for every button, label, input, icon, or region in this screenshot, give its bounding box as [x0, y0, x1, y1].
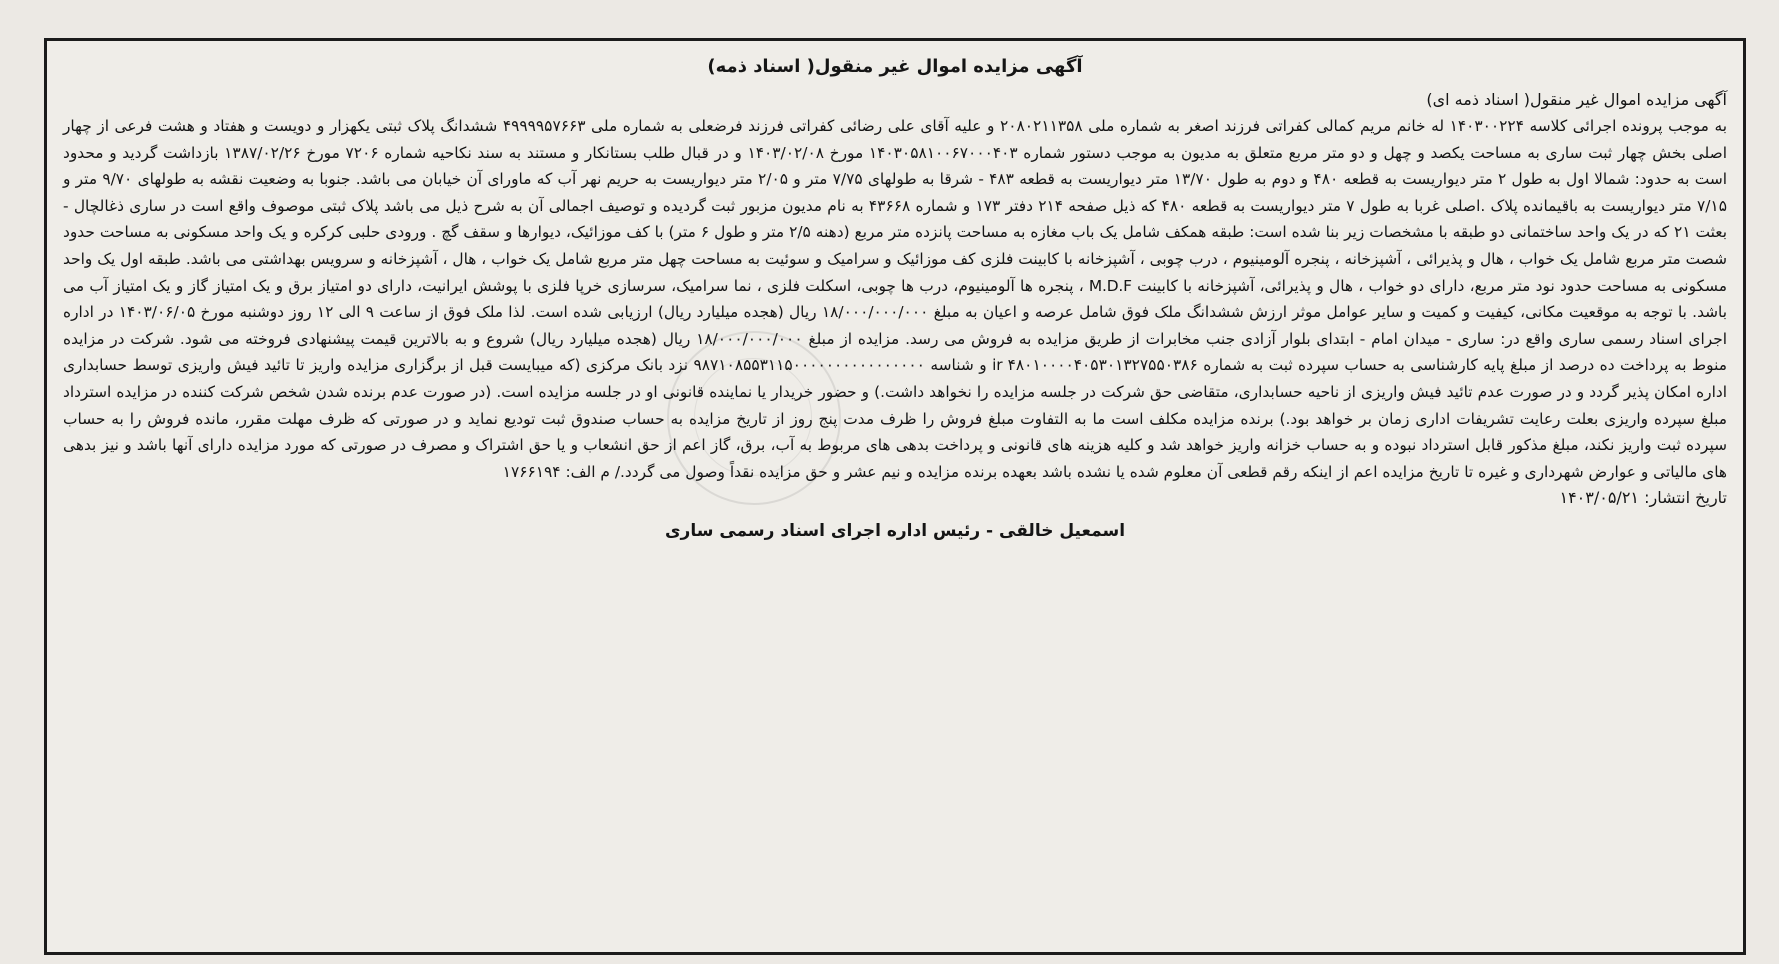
notice-body: [63, 113, 1727, 485]
notice-paragraph: به موجب پرونده اجرائی کلاسه ۱۴۰۳۰۰۲۲۴ له خانم مریم کمالی کفراتی فرزند اصغر به شماره ملی ۲۰۸۰۲۱۱۳۵۸ و علیه آقای علی رضائی کفراتی فرزند فرضعلی به شماره ملی ۴۹۹۹۹۵۷۶۶۳ ششدانگ پلاک ثبتی یکهزار و دویست و هفتاد و هشت فرعی از چهار اصلی بخش چهار ثبت ساری به مساحت یکصد و چهل و دو متر مربع متعلق به مدیون به موجب دستور شماره ۱۴۰۳۰۵۸۱۰۰۶۷۰۰۰۴۰۳ مورخ ۱۴۰۳/۰۲/۰۸ و در قبال طلب بستانکار و مستند به سند نکاحیه شماره ۷۲۰۶ مورخ ۱۳۸۷/۰۲/۲۶ بازداشت گردید و محدود است به حدود: شمالا اول به طول ۲ متر دیواریست به قطعه ۴۸۰ و دوم به طول ۱۳/۷۰ متر دیواریست به قطعه ۴۸۳ - شرقا به طولهای ۷/۷۵ متر و ۲/۰۵ متر دیواریست به حریم نهر آب که ماورای آن خیابان می باشد. جنوبا به وضعیت نقشه به طولهای ۹/۷۰ متر و ۷/۱۵ متر دیواریست به باقیمانده پلاک .اصلی غربا به طول ۷ متر دیواریست به قطعه ۴۸۰ که ذیل صفحه ۲۱۴ دفتر ۱۷۳ و شماره ۴۳۶۶۸ به نام مدیون مزبور ثبت گردیده و توصیف اجمالی آن به شرح ذیل می باشد پلاک ثبتی موصوف واقع است در ساری ذغالچال - بعثت ۲۱ که در یک واحد ساختمانی دو طبقه با مشخصات زیر بنا شده است: طبقه همکف شامل یک باب مغازه به مساحت پانزده متر مربع (دهنه ۲/۵ متر و طول ۶ متر) با کف موزائیک، دیوارها و سقف گچ . ورودی حلبی کرکره و یک واحد مسکونی به مساحت حدود شصت متر مربع شامل یک خواب ، هال و پذیرائی ، آشپزخانه ، پنجره آلومینیوم ، درب چوبی ، آشپزخانه با کابینت فلزی کف موزائیک و سرامیک و سوئیت به مساحت چهل متر مربع شامل یک خواب ، هال ، آشپزخانه و سرویس بهداشتی می باشد. طبقه اول یک واحد مسکونی به مساحت حدود نود متر مربع، دارای دو خواب ، هال و پذیرائی، آشپزخانه با کابینت M.D.F ، پنجره ها آلومینیوم، درب ها چوبی، اسکلت فلزی ، نما سرامیک، سرسازی خرپا فلزی با پوشش ایرانیت، دارای دو امتیاز برق و یک امتیاز گاز و یک امتیاز آب می باشد. با توجه به موقعیت مکانی، کیفیت و کمیت و سایر عوامل موثر ارزش ششدانگ ملک فوق شامل عرصه و اعیان به مبلغ ۱۸/۰۰۰/۰۰۰/۰۰۰ ریال (هجده میلیارد ریال) ارزیابی شده است. لذا ملک فوق از ساعت ۹ الی ۱۲ روز دوشنبه مورخ ۱۴۰۳/۰۶/۰۵ در اداره اجرای اسناد رسمی ساری واقع در: ساری - میدان امام - ابتدای بلوار آزادی جنب مخابرات از طریق مزایده به فروش می رسد. مزایده از مبلغ ۱۸/۰۰۰/۰۰۰/۰۰۰ ریال (هجده میلیارد ریال) شروع و به بالاترین قیمت پیشنهادی فروخته می شود. شرکت در مزایده منوط به پرداخت ده درصد از مبلغ پایه کارشناسی به حساب سپرده ثبت به شماره ir ۴۸۰۱۰۰۰۰۴۰۵۳۰۱۳۲۷۵۵۰۳۸۶ و شناسه ۹۸۷۱۰۸۵۵۳۱۱۵۰۰۰۰۰۰۰۰۰۰۰۰۰۰۰۰ نزد بانک مرکزی (که میبایست قبل از برگزاری مزایده واریز تا تائید فیش واریزی توسط حسابداری اداره امکان پذیر گردد و در صورت عدم تائید فیش واریزی از ناحیه حسابداری، متقاضی حق شرکت در جلسه مزایده را نخواهد داشت.) و حضور خریدار یا نماینده قانونی او در جلسه مزایده است. (در صورت عدم برنده شدن شخص شرکت کننده در مزایده استرداد مبلغ سپرده واریزی بعلت رعایت تشریفات اداری زمان بر خواهد بود.) برنده مزایده مکلف است ما به التفاوت مبلغ فروش را ظرف مدت پنج روز از تاریخ مزایده به حساب صندوق ثبت تودیع نماید و در صورتی که ظرف مهلت مقرر، مانده فروش را به حساب سپرده ثبت واریز نکند، مبلغ مذکور قابل استرداد نبوده و به حساب خزانه واریز خواهد شد و کلیه هزینه های قانونی و پرداخت بدهی های مربوط به آب، برق، گاز اعم از حق انشعاب و یا حق اشتراک و مصرف در صورتی که مورد مزایده دارای آنها باشد و نیز بدهی های مالیاتی و عوارض شهرداری و غیره تا تاریخ مزایده اعم از اینکه رقم قطعی آن معلوم شده یا نشده باشد بعهده برنده مزایده و نیم عشر و حق مزایده نقداً وصول می گردد./ م الف: ۱۷۶۶۱۹۴: [63, 117, 1728, 481]
notice-title: آگهی مزایده اموال غیر منقول( اسناد ذمه): [707, 56, 1083, 77]
notice-content: [57, 49, 1733, 944]
signature-line: اسمعیل خالقی - رئیس اداره اجرای اسناد رسمی ساری: [664, 521, 1126, 542]
publish-date: تاریخ انتشار: ۱۴۰۳/۰۵/۲۱: [1559, 488, 1727, 508]
notice-subtitle: آگهی مزایده اموال غیر منقول( اسناد ذمه ای): [1426, 90, 1727, 109]
notice-frame: [44, 38, 1746, 955]
